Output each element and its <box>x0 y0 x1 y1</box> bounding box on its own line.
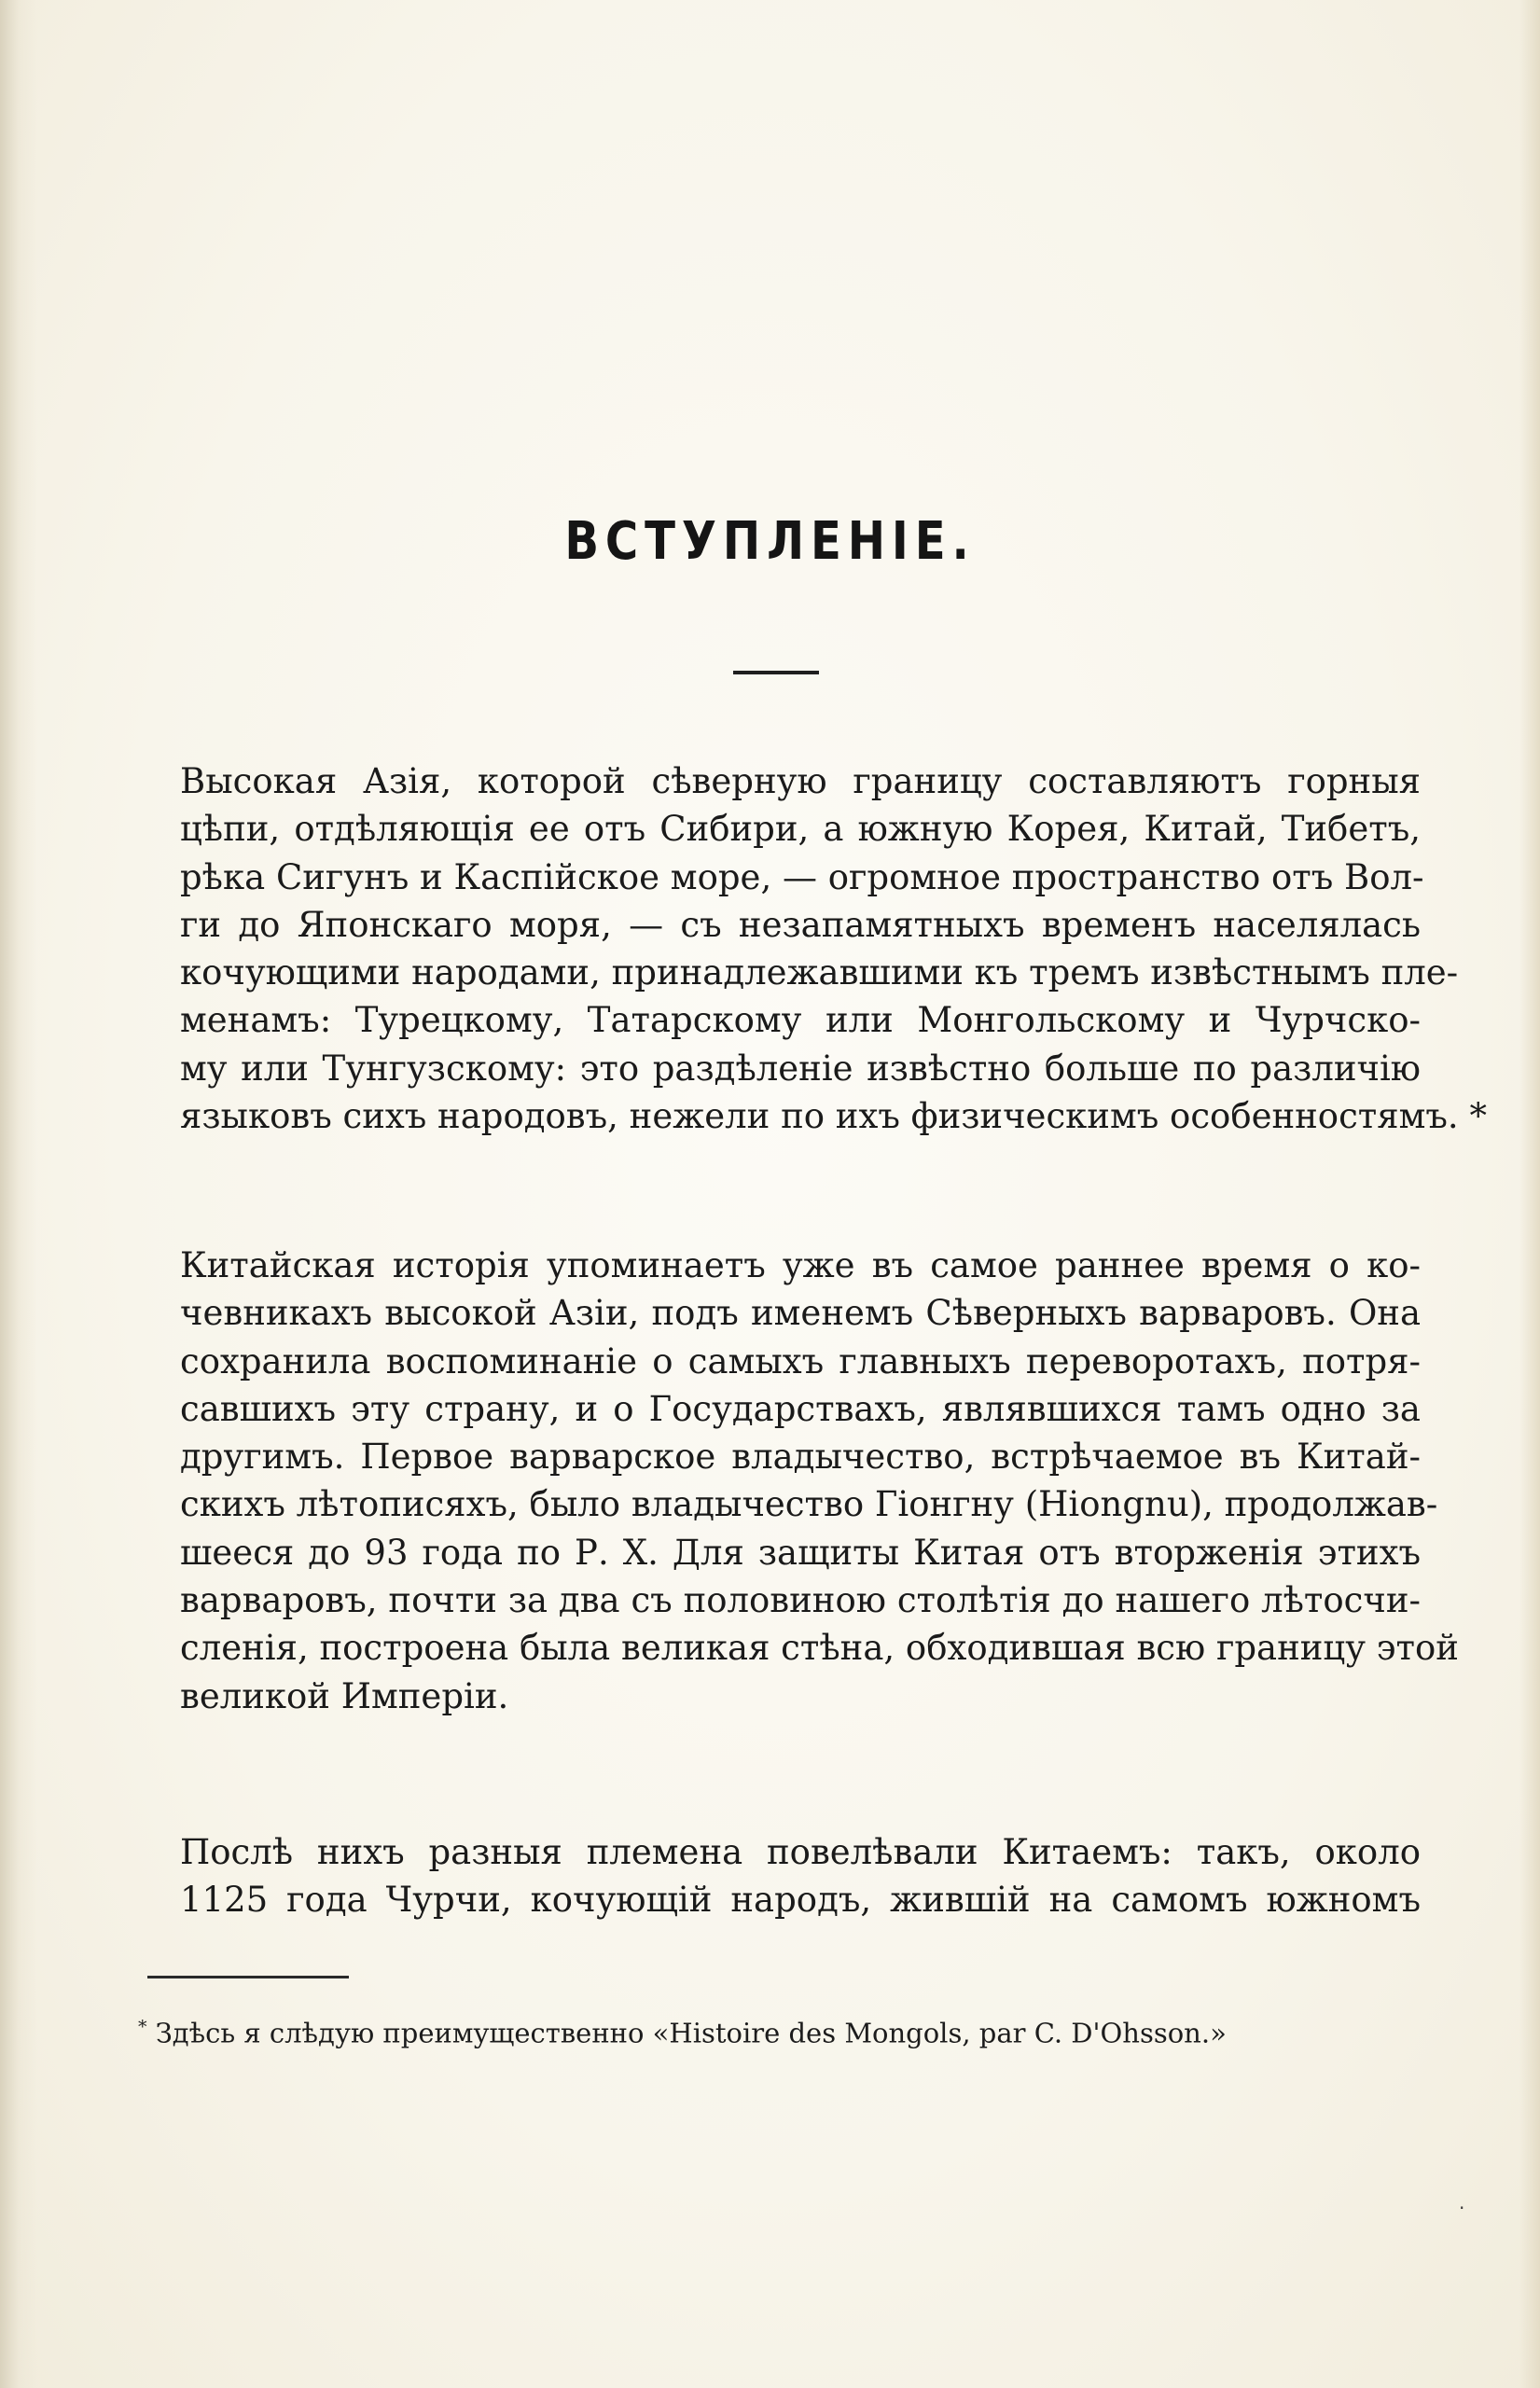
text-line: рѣка Сигунъ и Каспійское море, — огромное пространство отъ Вол- <box>180 856 1424 897</box>
paragraph-2 <box>180 1242 1459 1720</box>
text-line: чевникахъ высокой Азіи, подъ именемъ Сѣверныхъ варваровъ. Она <box>180 1293 1421 1334</box>
text-line: варваровъ, почти за два съ половиною столѣтія до нашего лѣтосчи- <box>180 1580 1421 1621</box>
page-edge-shadow <box>1519 0 1540 2388</box>
paragraph-1 <box>180 757 1487 1140</box>
text-line: менамъ: Турецкому, Татарскому или Монгольскому и Чурчско- <box>180 1000 1421 1041</box>
stray-mark: · <box>1459 2197 1465 2219</box>
text-line: сленія, построена была великая стѣна, обходившая всю границу этой <box>180 1628 1459 1669</box>
footnote-text: Здѣсь я слѣдую преимущественно «Histoire des Mongols, par C. D'Ohsson.» <box>155 2017 1227 2049</box>
text-line: Высокая Азія, которой сѣверную границу составляютъ горныя <box>180 761 1421 801</box>
text-line: языковъ сихъ народовъ, нежели по ихъ физическимъ особенностямъ. * <box>180 1096 1487 1137</box>
chapter-heading: ВСТУПЛЕНІЕ. <box>564 511 976 572</box>
text-line: ги до Японскаго моря, — съ незапамятныхъ временъ населялась <box>180 904 1421 945</box>
footnote <box>138 2008 1407 2052</box>
binding-shadow <box>0 0 37 2388</box>
text-line: цѣпи, отдѣляющія ее отъ Сибири, а южную Корея, Китай, Тибетъ, <box>180 809 1421 850</box>
text-line: Послѣ нихъ разныя племена повелѣвали Китаемъ: такъ, около <box>180 1832 1421 1872</box>
text-line: му или Тунгузскому: это раздѣленіе извѣстно больше по различію <box>180 1048 1421 1089</box>
text-line: скихъ лѣтописяхъ, было владычество Гіонгну (Hiongnu), продолжав- <box>180 1484 1438 1525</box>
text-line: великой Имперіи. <box>180 1675 509 1716</box>
footnote-rule <box>147 1976 349 1978</box>
text-line: 1125 года Чурчи, кочующій народъ, жившій на самомъ южномъ <box>180 1880 1421 1921</box>
text-line: савшихъ эту страну, и о Государствахъ, являвшихся тамъ одно за <box>180 1388 1421 1429</box>
text-line: сохранила воспоминаніе о самыхъ главныхъ переворотахъ, потря- <box>180 1340 1421 1381</box>
paragraph-3 <box>180 1828 1421 1924</box>
heading-rule <box>733 671 819 674</box>
text-line: другимъ. Первое варварское владычество, встрѣчаемое въ Китай- <box>180 1437 1421 1478</box>
text-line: Китайская исторія упоминаетъ уже въ самое раннее время о ко- <box>180 1245 1421 1285</box>
text-line: кочующими народами, принадлежавшими къ тремъ извѣстнымъ пле- <box>180 952 1459 993</box>
text-line: шееся до 93 года по Р. Х. Для защиты Китая отъ вторженія этихъ <box>180 1532 1421 1573</box>
footnote-mark: * <box>138 2017 147 2037</box>
